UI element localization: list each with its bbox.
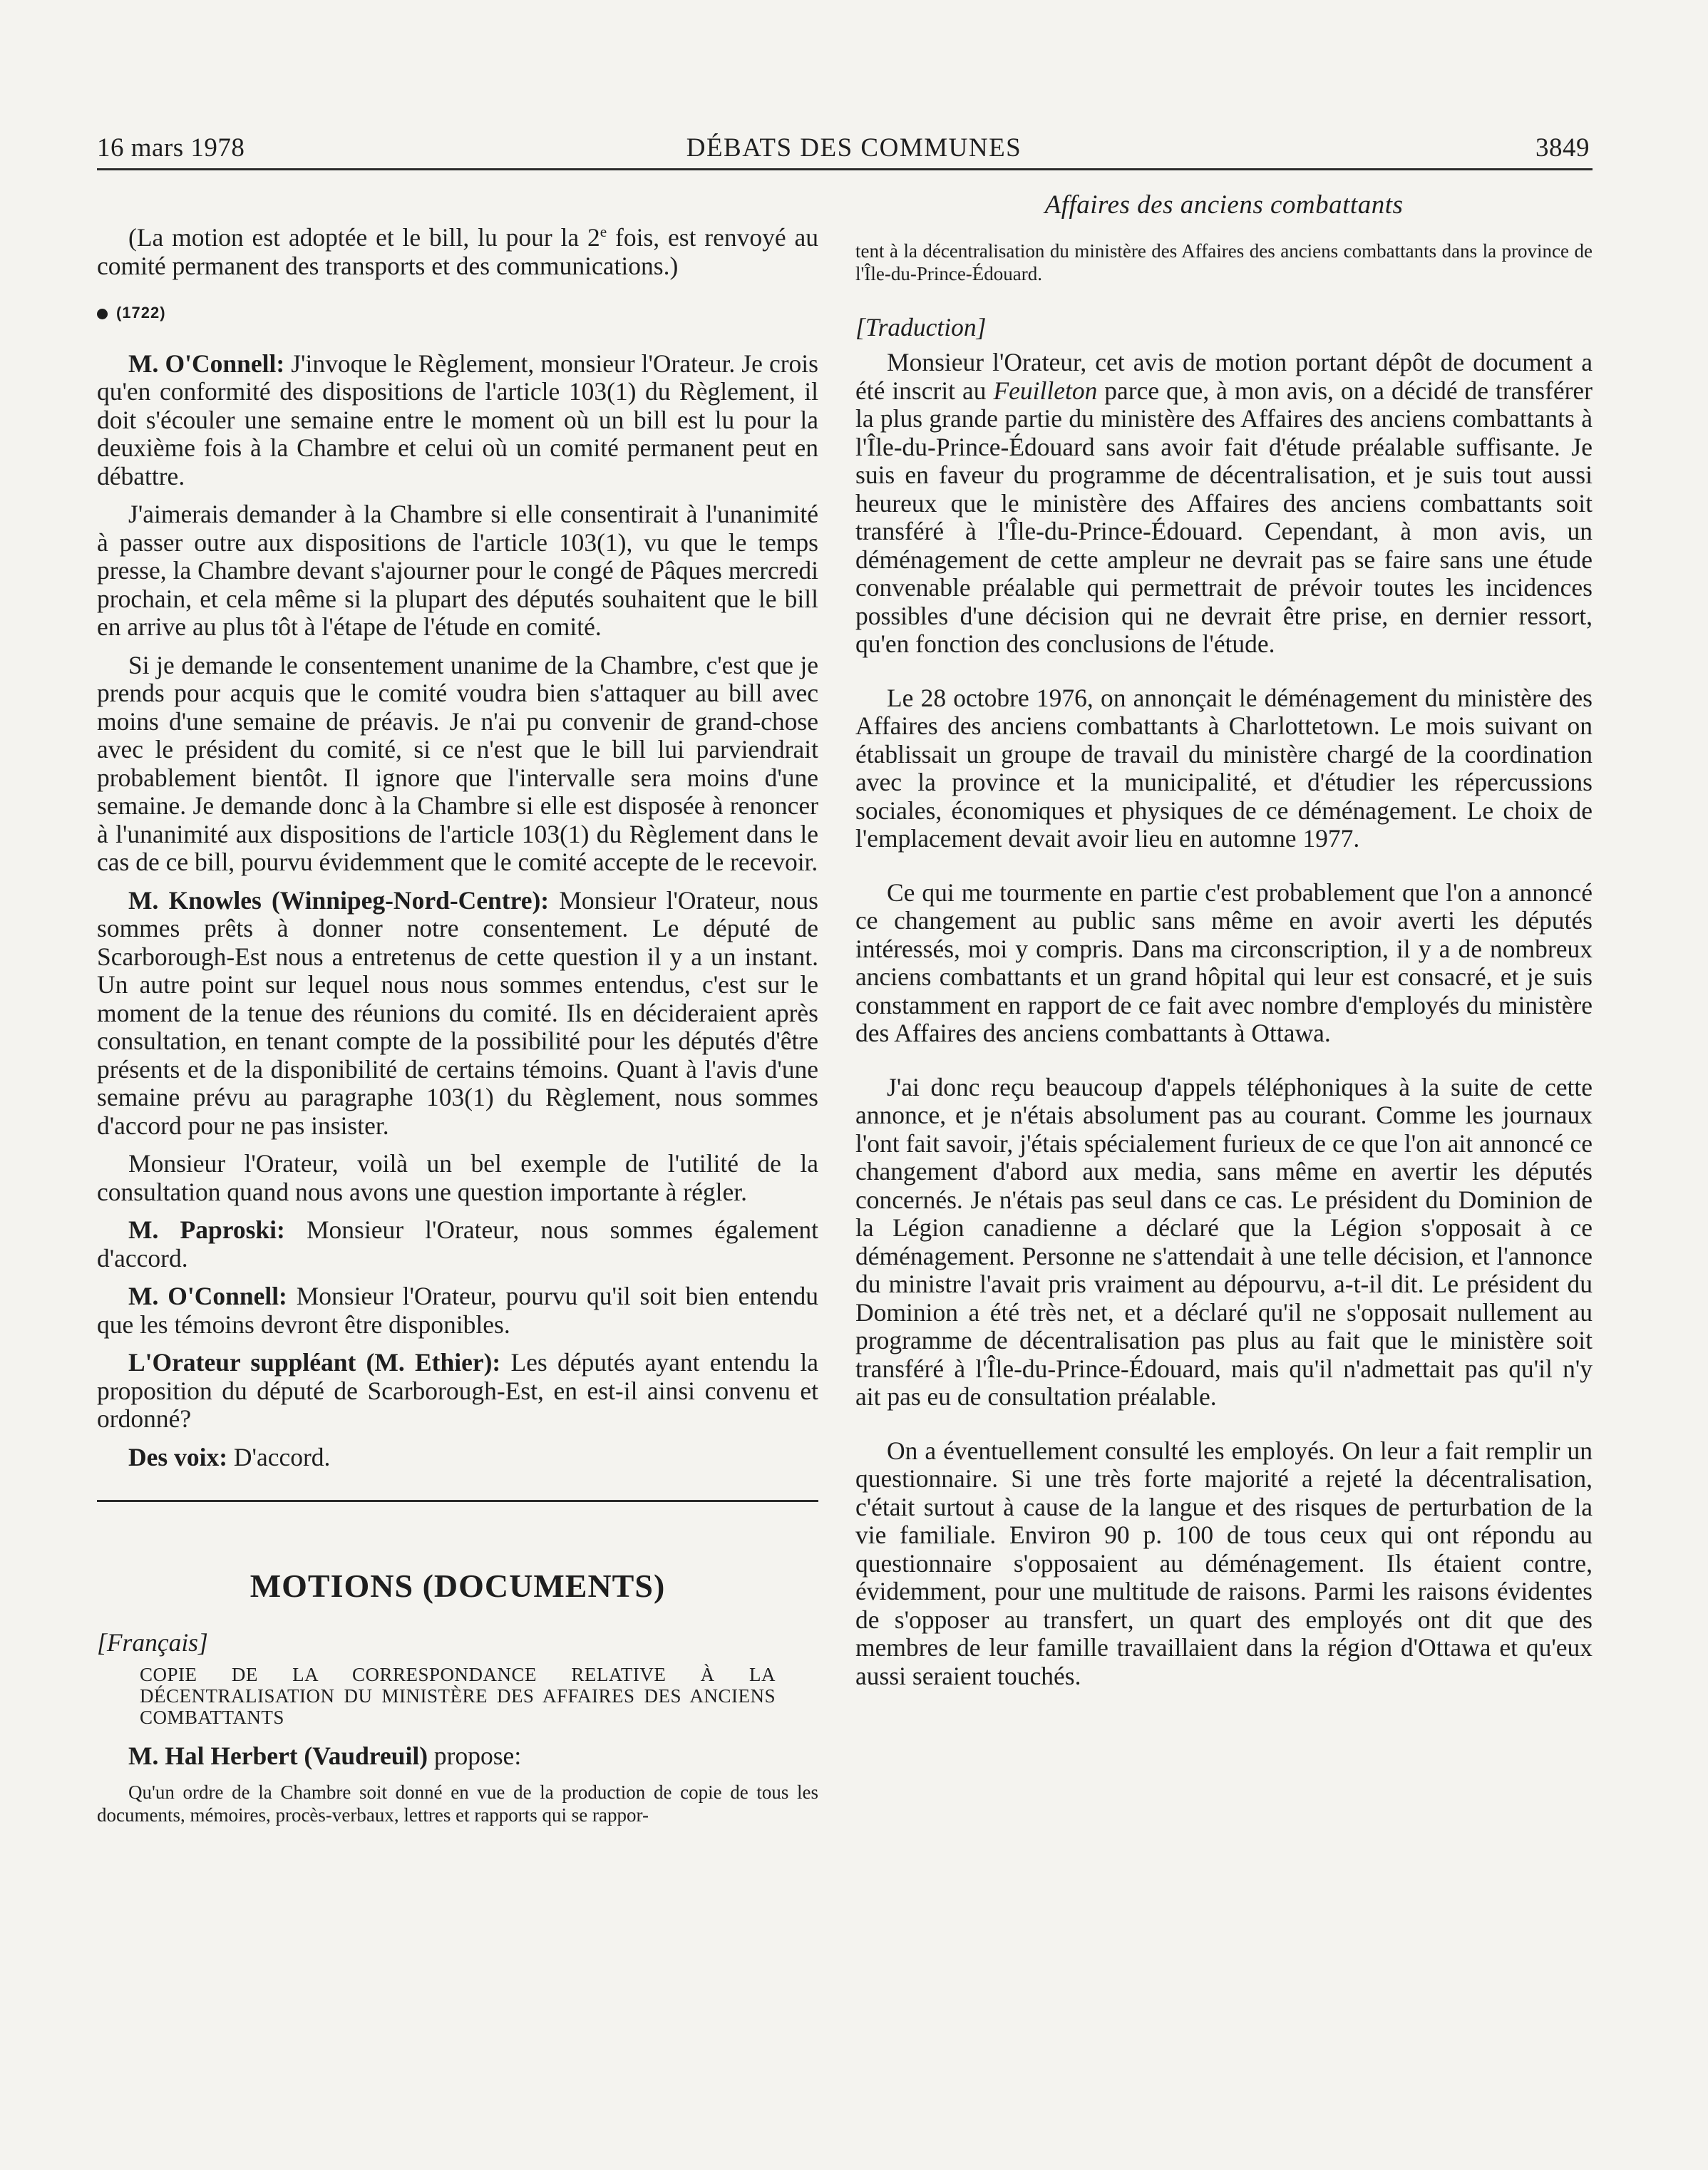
paragraph-r1: Monsieur l'Orateur, cet avis de motion portant dépôt de document a été inscrit au Feuilleton parce que, à mon avis, on a décidé de transférer la plus grande partie du ministère des Affaires des anciens combattants à l'Île-du-Prince-Édouard sans avoir fait d'étude préalable suffisante. Je suis en faveur du programme de décentralisation, et je suis tout aussi heureux que le ministère des Affaires des anciens combattants soit transféré à l'Île-du-Prince-Édouard. Cependant, à mon avis, un déménagement de cette ampleur ne devrait pas se faire sans une étude convenable préalable qui permettrait de prévoir toutes les incidences possibles d'une décision qui ne devrait être prise, en dernier ressort, qu'en fonction des conclusions de l'étude. [855, 348, 1593, 658]
motion-heading: COPIE DE LA CORRESPONDANCE RELATIVE À LA DÉCENTRALISATION DU MINISTÈRE DES AFFAIRES DES ANCIENS COMBATTANTS [140, 1664, 776, 1728]
section-title: MOTIONS (DOCUMENTS) [249, 1568, 666, 1604]
paragraph-r4: J'ai donc reçu beaucoup d'appels téléphoniques à la suite de cette annonce, et je n'étais absolument pas au courant. Comme les journaux l'ont fait savoir, j'étais spécialement furieux de ce que l'on ait annoncé ce changement d'abord aux media, sans même en avertir les députés concernés. Je n'étais pas seul dans ce cas. Le président du Dominion de la Légion canadienne a déclaré que la Légion s'opposait à ce déménagement. Personne ne s'attendait à une telle décision, et l'annonce du ministre l'avait pris vraiment au dépourvu, a-t-il dit. Le président du Dominion a été très net, et a déclaré qu'il ne s'opposait nullement au programme de décentralisation pas plus au fait que le ministère soit transféré à l'Île-du-Prince-Édouard, mais qu'il n'admettait pas qu'il n'y ait pas eu de consultation préalable. [855, 1072, 1593, 1411]
proposer-line: M. Hal Herbert (Vaudreuil) propose: [128, 1742, 522, 1770]
running-title: Affaires des anciens combattants [1044, 190, 1404, 220]
motion-adopted-note: (La motion est adoptée et le bill, lu pour la 2e fois, est renvoyé au comité permanent des transports et des communications.) [97, 223, 818, 280]
header-date: 16 mars 1978 [97, 133, 245, 163]
speaker-name: M. Paproski: [128, 1215, 285, 1244]
motion-text: Qu'un ordre de la Chambre soit donné en vue de la production de copie de tous les documents, mémoires, procès-verbaux, lettres et rapports qui se rappor- [97, 1781, 818, 1826]
speaker-name: M. O'Connell: [128, 349, 285, 378]
paragraph-oconnell-2: M. O'Connell: Monsieur l'Orateur, pourvu qu'il soit bien entendu que les témoins devront être disponibles. [97, 1282, 818, 1339]
speaker-name: M. O'Connell: [128, 1282, 287, 1310]
paragraph-r3: Ce qui me tourmente en partie c'est probablement que l'on a annoncé ce changement au public sans même en avoir averti les députés intéressés, moi y compris. Dans ma circonscription, il y a de nombreux anciens combattants et un grand hôpital qui leur est consacré, et je suis constamment en rapport de ce fait avec nombre d'employés du ministère des Affaires des anciens combattants à Ottawa. [855, 878, 1593, 1047]
paragraph-oconnell-1: M. O'Connell: J'invoque le Règlement, monsieur l'Orateur. Je crois qu'en conformité des dispositions de l'article 103(1) du Règlement, il doit s'écouler une semaine entre le moment où un bill est lu pour la deuxième fois à la Chambre et celui où un comité permanent peut en débattre. [97, 349, 818, 490]
header-title: DÉBATS DES COMMUNES [686, 133, 1022, 163]
paragraph-des-voix: Des voix: D'accord. [128, 1442, 331, 1471]
speaker-name: Des voix: [128, 1442, 228, 1471]
speaker-name: M. Knowles (Winnipeg-Nord-Centre): [128, 885, 550, 915]
motion-text-continued: tent à la décentralisation du ministère des Affaires des anciens combattants dans la province de l'Île-du-Prince-Édouard. [855, 240, 1593, 284]
header-page-number: 3849 [1535, 133, 1590, 163]
paragraph-3: Si je demande le consentement unanime de la Chambre, c'est que je prends pour acquis que le comité voudra bien s'attaquer au bill avec moins d'une semaine de préavis. Je n'ai pu convenir de grand-chose avec le président du comité, si ce n'est que le bill lui parviendrait probablement bientôt. Il ignore que l'intervalle sera moins d'une semaine. Je demande donc à la Chambre si elle est disposée à renoncer à l'unanimité aux dispositions de l'article 103(1) du Règlement dans le cas de ce bill, pourvu évidemment que le comité accepte de le recevoir. [97, 650, 818, 876]
paragraph-orateur: L'Orateur suppléant (M. Ethier): Les députés ayant entendu la proposition du député de Scarborough-Est, en est-il ainsi convenu et ordonné? [97, 1348, 818, 1433]
paragraph-r5: On a éventuellement consulté les employés. On leur a fait remplir un questionnaire. Si une très forte majorité a rejeté la décentralisation, c'était surtout à cause de la langue et des risques de perturbation de la vie familiale. Environ 90 p. 100 de tous ceux qui ont répondu au questionnaire s'opposaient au déménagement. Ils étaient contre, évidemment, pour une multitude de raisons. Parmi les raisons évidentes de s'opposer au transfert, un quart des employés ont dit que des membres de leur famille travaillaient dans la région d'Ottawa et qu'eux aussi seraient touchés. [855, 1436, 1593, 1690]
time-marker: (1722) [97, 299, 818, 327]
paragraph-2: J'aimerais demander à la Chambre si elle consentirait à l'unanimité à passer outre aux dispositions de l'article 103(1), vu que le temps presse, la Chambre devant s'ajourner pour le congé de Pâques mercredi prochain, et cela même si la plupart des députés souhaitent que le bill en arrive au plus tôt à l'étape de l'étude en comité. [97, 500, 818, 641]
language-tag: [Français] [97, 1628, 208, 1657]
paragraph-r2: Le 28 octobre 1976, on annonçait le déménagement du ministère des Affaires des anciens combattants à Charlottetown. Le mois suivant on établissait un groupe de travail du ministère chargé de la coordination avec la province et la municipalité, et d'étudier les répercussions sociales, économiques et physiques de ce déménagement. Le choix de l'emplacement devait avoir lieu en automne 1977. [855, 683, 1593, 853]
paragraph-5: Monsieur l'Orateur, voilà un bel exemple de l'utilité de la consultation quand nous avons une question importante à régler. [97, 1149, 818, 1206]
bullet-icon [97, 309, 108, 319]
speaker-name: L'Orateur suppléant (M. Ethier): [128, 1348, 501, 1377]
right-column [855, 188, 1593, 1690]
left-column [97, 187, 818, 1826]
paragraph-knowles: M. Knowles (Winnipeg-Nord-Centre): Monsieur l'Orateur, nous sommes prêts à donner notre consentement. Le député de Scarborough-Est nous a entretenus de cette question il y a un instant. Un autre point sur lequel nous nous sommes entendus, c'est sur le moment de la tenue des réunions du comité. Ils en décideraient après consultation, en tenant compte de la possibilité pour les députés d'être présents et de la disponibilité de certains témoins. Quant à l'avis d'une semaine prévu au paragraphe 103(1) du Règlement, nous sommes d'accord pour ne pas insister. [97, 885, 818, 1140]
paragraph-paproski: M. Paproski: Monsieur l'Orateur, nous sommes également d'accord. [97, 1215, 818, 1272]
header-rule [97, 168, 1593, 170]
language-tag: [Traduction] [855, 312, 987, 341]
speaker-name: M. Hal Herbert (Vaudreuil) [128, 1742, 428, 1770]
section-rule [97, 1500, 818, 1502]
